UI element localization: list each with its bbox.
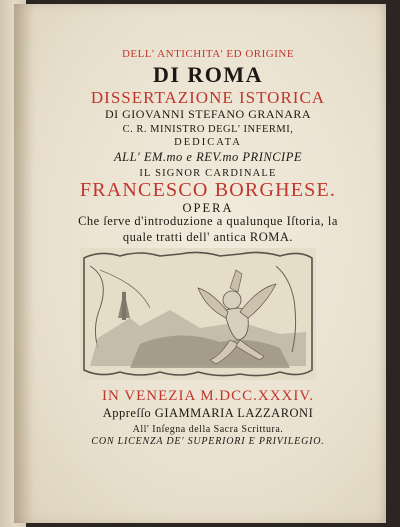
description-line-2: quale tratti dell' antica ROMA. [122,230,294,244]
imprint-place-date: IN VENEZIA M.DCC.XXXIV. [101,388,315,404]
author-line: DI GIOVANNI STEFANO GRANARA [104,107,312,121]
printer-line: Appreſſo GIAMMARIA LAZZARONI [102,406,314,420]
cardinal-line: IL SIGNOR CARDINALE [139,168,277,179]
title-line-di-roma: DI ROMA [152,62,264,87]
page-gutter-shadow [14,4,34,523]
dedicata-line: DEDICATA [174,137,242,148]
engraved-vignette-putto [80,248,316,380]
title-line-antichita: DELL' ANTICHITA' ED ORIGINE [121,48,295,60]
dedication-principe-line: ALL' EM.mo e REV.mo PRINCIPE [114,150,302,164]
title-line-dissertazione: DISSERTAZIONE ISTORICA [90,88,326,107]
license-line: CON LICENZA DE' SUPERIORI E PRIVILEGIO. [91,436,325,447]
printer-sign-line: All' Inſegna della Sacra Scrittura. [132,424,284,435]
author-title-line: C. R. MINISTRO DEGL' INFERMI, [122,124,294,135]
opera-line: OPERA [182,201,234,215]
description-line-1: Che ſerve d'introduzione a qualunque Iſtoria, la [78,214,338,228]
dedicatee-name: FRANCESCO BORGHESE. [79,179,337,201]
